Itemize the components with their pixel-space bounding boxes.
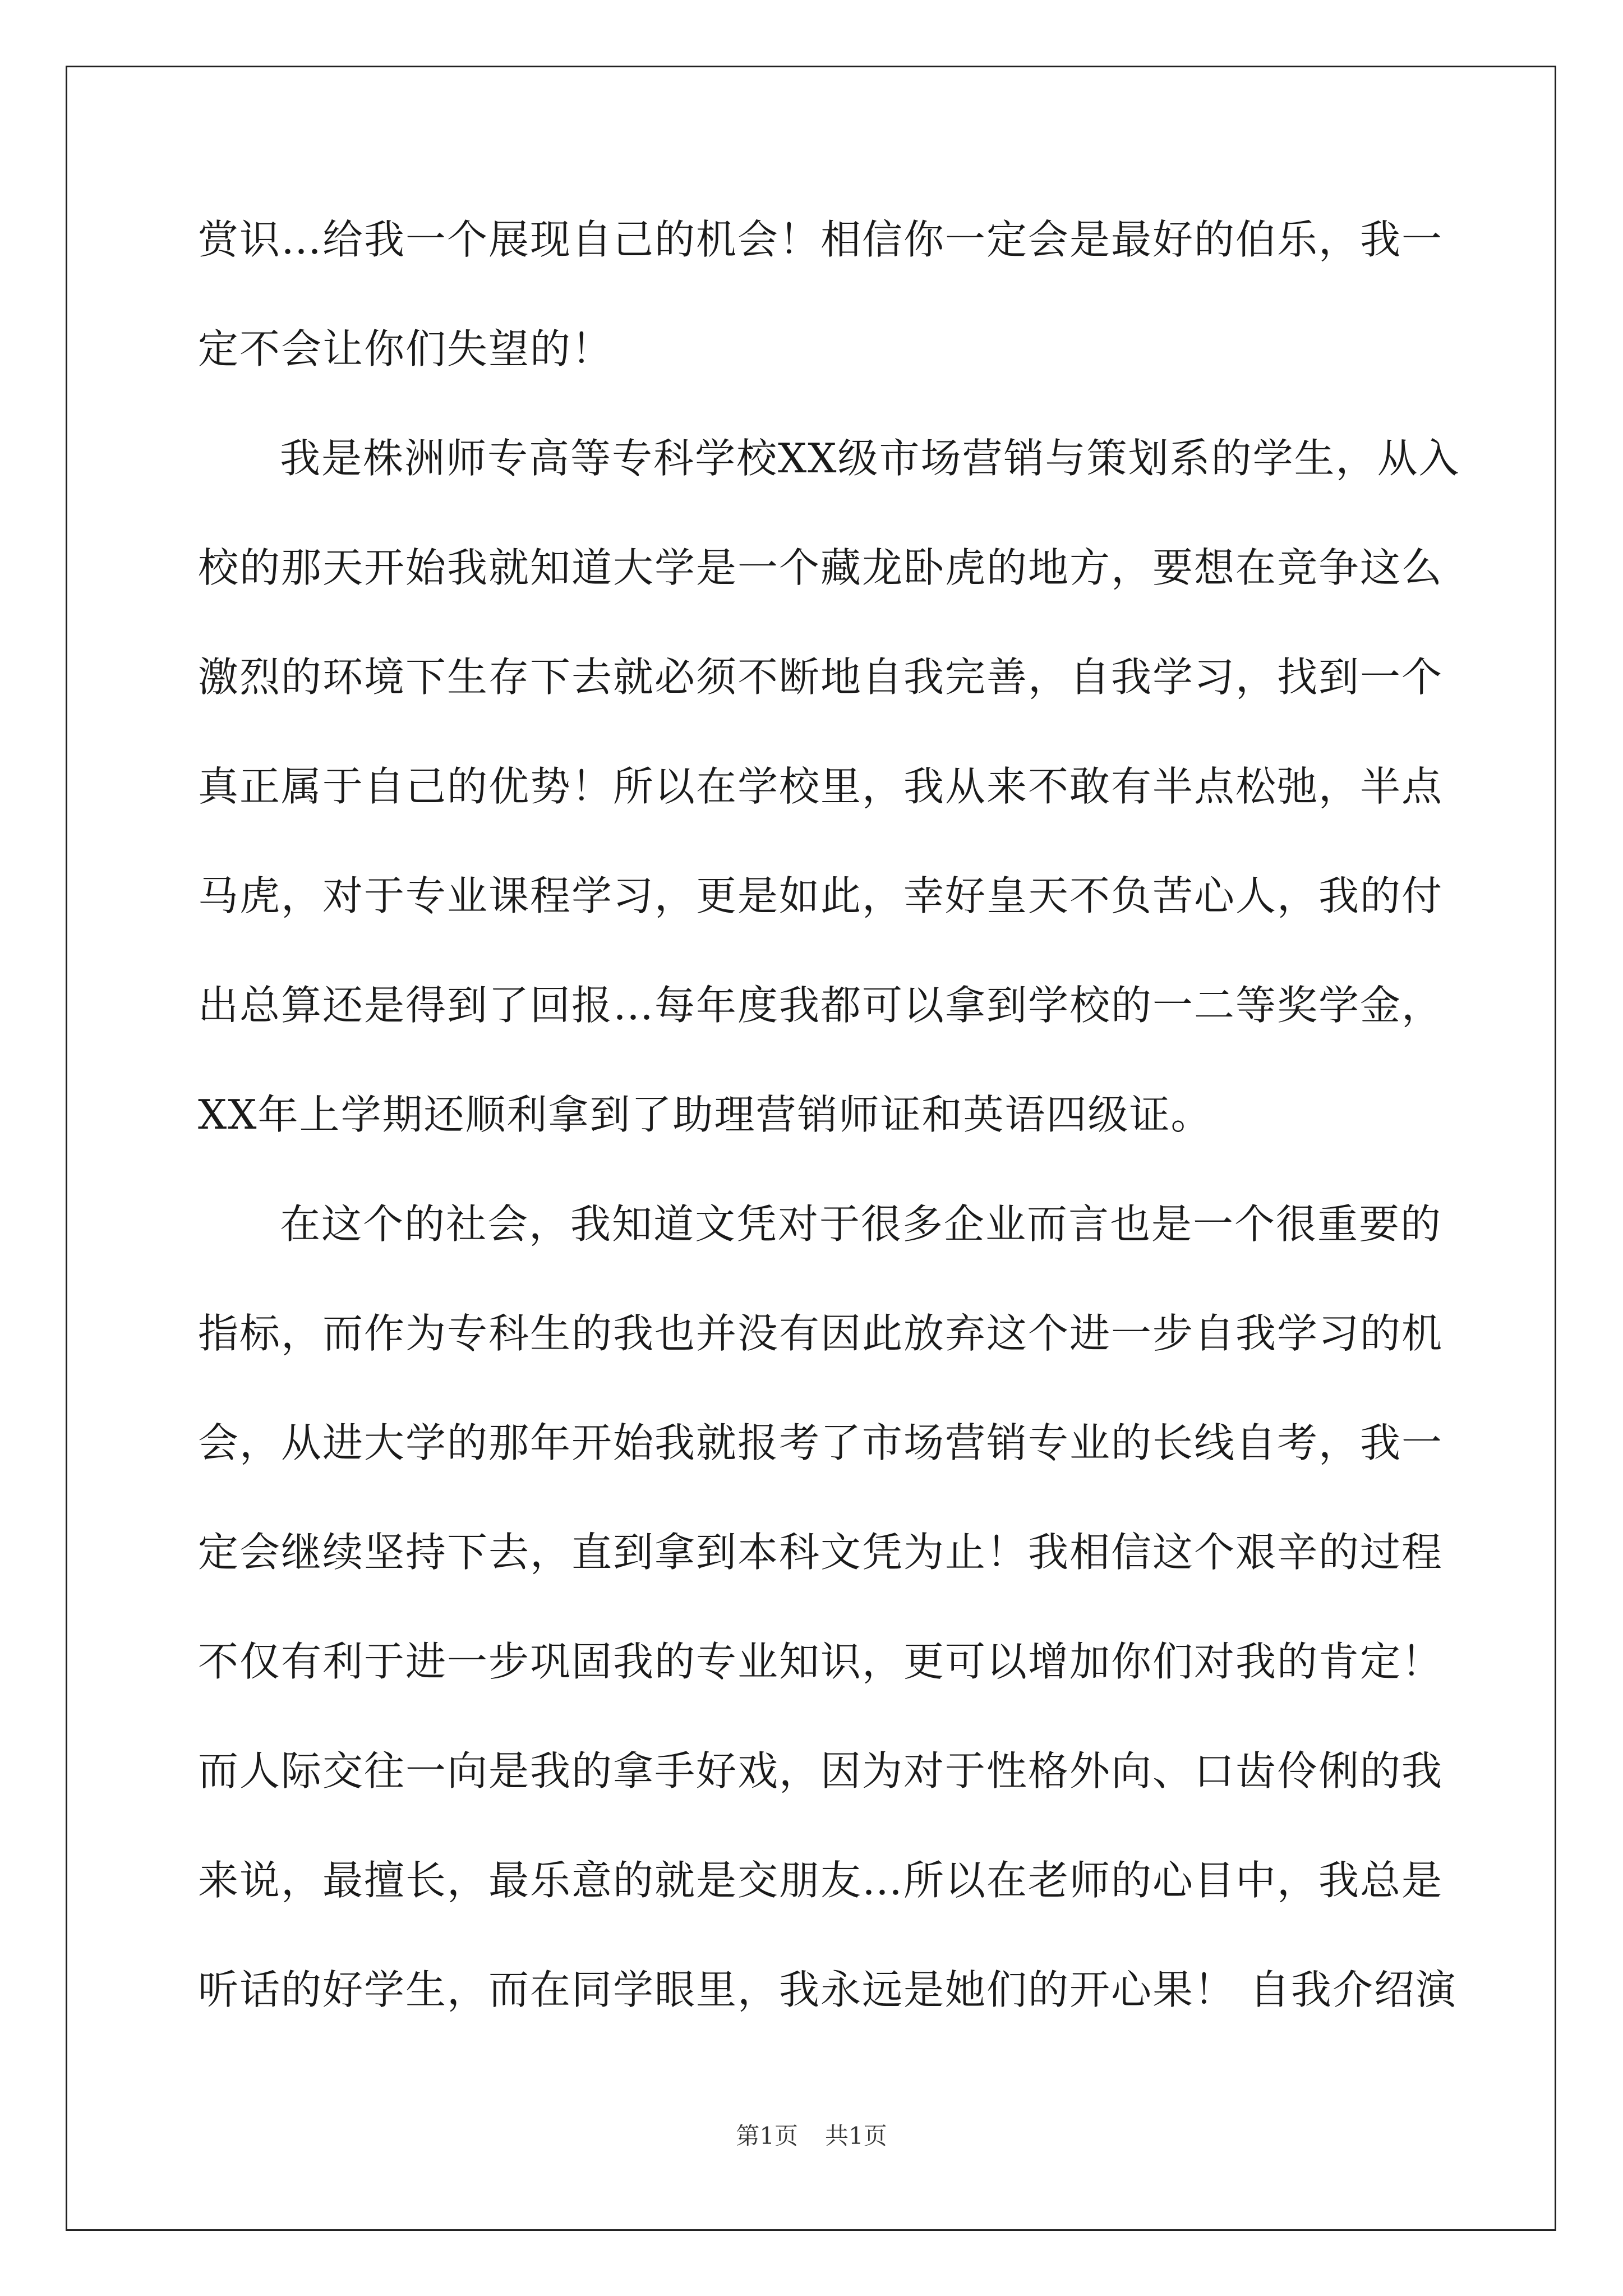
text-line: 而人际交往一向是我的拿手好戏，因为对于性格外向、口齿伶俐的我 [198, 1747, 1444, 1795]
text-line: 指标，而作为专科生的我也并没有因此放弃这个进一步自我学习的机 [198, 1310, 1444, 1357]
text-line: 会，从进大学的那年开始我就报考了市场营销专业的长线自考，我一 [198, 1419, 1444, 1466]
text-line: 定不会让你们失望的！ [198, 325, 614, 372]
text-line: 激烈的环境下生存下去就必须不断地自我完善，自我学习，找到一个 [198, 654, 1444, 701]
page-footer [0, 2118, 1623, 2151]
page-total: 共1页 [825, 2122, 887, 2150]
text-line: 马虎，对于专业课程学习，更是如此，幸好皇天不负苦心人，我的付 [198, 872, 1444, 919]
text-line: 赏识…给我一个展现自己的机会！相信你一定会是最好的伯乐，我一 [198, 216, 1444, 263]
document-body [198, 185, 1460, 2045]
text-line: 不仅有利于进一步巩固我的专业知识，更可以增加你们对我的肯定！ [198, 1638, 1444, 1685]
text-line: 来说，最擅长，最乐意的就是交朋友…所以在老师的心目中，我总是 [198, 1857, 1444, 1904]
text-line: 听话的好学生，而在同学眼里，我永远是她们的开心果！ 自我介绍演 [198, 1966, 1457, 2013]
page-number: 第1页 [736, 2122, 798, 2150]
paragraph-start-line: 我是株洲师专高等专科学校XX级市场营销与策划系的学生，从入 [280, 435, 1460, 482]
text-line: 校的那天开始我就知道大学是一个藏龙卧虎的地方，要想在竞争这么 [198, 544, 1444, 591]
text-line: 出总算还是得到了回报…每年度我都可以拿到学校的一二等奖学金， [198, 982, 1444, 1029]
text-line: 定会继续坚持下去，直到拿到本科文凭为止！我相信这个艰辛的过程 [198, 1529, 1444, 1576]
paragraph-start-line: 在这个的社会，我知道文凭对于很多企业而言也是一个很重要的 [280, 1200, 1442, 1248]
text-line: XX年上学期还顺利拿到了助理营销师证和英语四级证。 [198, 1091, 1212, 1138]
text-line: 真正属于自己的优势！所以在学校里，我从来不敢有半点松弛，半点 [198, 763, 1444, 810]
